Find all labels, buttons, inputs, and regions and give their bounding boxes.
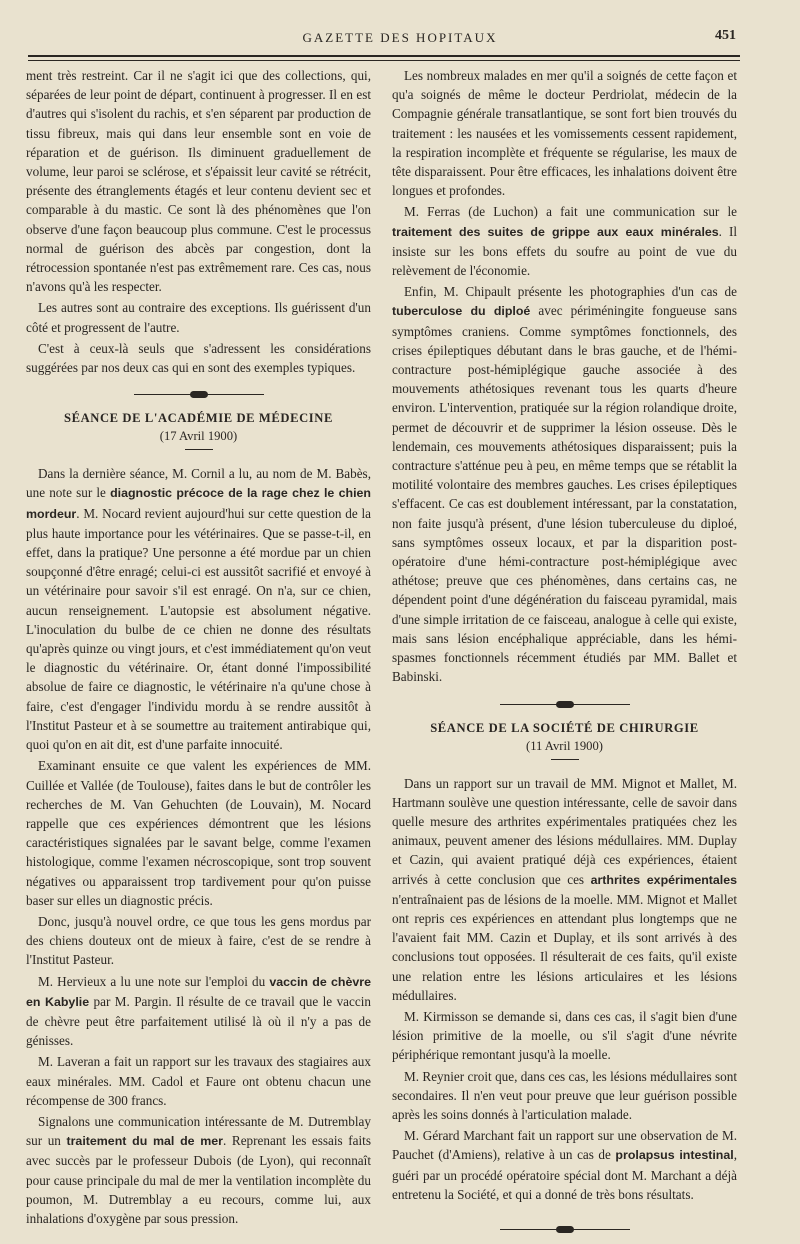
section-separator: [500, 701, 630, 709]
paragraph: M. Ferras (de Luchon) a fait une communication sur le traitement des suites de grippe aux eaux minérales. Il insiste sur les bons effets du soufre au point de vue du relèvement de l'économie.: [392, 204, 737, 279]
paragraph: Signalons une communication intéressante de M. Dutremblay sur un traitement du mal de mer. Reprenant les essais faits avec succès par le professeur Dubois (de Lyon), qui reconnaît pour cause principale du mal de mer la ventilation incomplète du poumon, M. Dutremblay a eu recours, comme lui, aux inhalations d'oxygène par sous pression.: [26, 1113, 371, 1226]
section-date: (11 Avril 1900): [526, 738, 603, 753]
section-date: (17 Avril 1900): [159, 429, 238, 444]
section-title-chirurgie: SÉANCE DE LA SOCIÉTÉ DE CHIRURGIE: [430, 720, 699, 735]
paragraph: Enfin, M. Chipault présente les photographies d'un cas de tuberculose du diploé avec périméningite fongueuse sans symptômes craniens. Comme symptômes fonctionnels, des crises épileptiques débutant dans le bras gauche, et de l'hémi-contracture post-hémiplégique gauche associée à des mouvements athétosiques revenant tous les quarts d'heure environ. L'intervention, pratiquée sur la région rolandique droite, permet de découvrir et de supprimer la lésion osseuse. Dès le lendemain, ces mouvements athétosiques disparaissent; puis la contracture s'atténue peu à peu, en même temps que se rétablit la motilité volontaire des membres gauches. Les crises épileptiques s'effacent. Ce cas est doublement intéressant, par la constatation, non faite jusqu'à présent, d'une lésion tuberculeuse du diploé, sans symptômes osseux locaux, et par la disparition post-opératoire d'une hémi-contracture post-hémiplégique avec athétose; preuve que ces phénomènes, dans certains cas, ne dépendent point d'une dégénération du faisceau pyramidal, mais d'une simple irritation de ce faisceau, analogue à celle qui existe, mais sans lésion encéphalique appréciable, dans les hémi-spasmes fonctionnels récemment étudiés par MM. Ballet et Babinski.: [392, 284, 737, 685]
section-title-academie: SÉANCE DE L'ACADÉMIE DE MÉDECINE: [63, 411, 333, 426]
section-separator: [134, 391, 264, 399]
divider: [185, 449, 213, 450]
paragraph: M. Gérard Marchant fait un rapport sur une observation de M. Pauchet (d'Amiens), relative à un cas de prolapsus intestinal, guéri par un procédé opératoire spécial dont M. Marchant a déjà entretenu la Société, et qui a donné de très bons résultats.: [392, 1128, 738, 1202]
end-separator: [500, 1226, 630, 1234]
paragraph: ment très restreint. Car il ne s'agit ici que des collections, qui, séparées de leur point de départ, continuent à progresser. Il en est d'autres qui s'isolent du rachis, et s'en séparent par production de tissu fibreux, mais qui dans leur ensemble sont en voie de réparation et de guérison. Ils diminuent graduellement de volume, leur paroi se sclérose, et s'épaissit leur cavité se rétrécit, présente des étranglements étagés et leur contenu devient sec et comparable à du mastic. Ce sont là des phénomènes que l'on observe d'une façon beaucoup plus commune. C'est le processus normal de guérison des abcès par congestion, dont la rétrocession spontanée n'est pas extrêmement rare. Ces cas, nous n'avons qu'à les respecter.: [26, 68, 371, 295]
page-number: 451: [715, 28, 736, 43]
journal-title: GAZETTE DES HOPITAUX: [302, 30, 498, 45]
paragraph: M. Hervieux a lu une note sur l'emploi du vaccin de chèvre en Kabylie par M. Pargin. Il résulte de ce travail que le vaccin de chèvre peut être parfaitement utilisé là où il n'y a pas de génisses.: [26, 973, 371, 1049]
divider: [551, 759, 579, 760]
page-header: [0, 26, 800, 46]
paragraph: C'est à ceux-là seuls que s'adressent les considérations suggérées par nos deux cas qui en sont des exemples typiques.: [26, 340, 371, 376]
paragraph: Les nombreux malades en mer qu'il a soignés de cette façon et qu'a soignés de même le docteur Perdriolat, médecin de la Compagnie générale transatlantique, se sont fort bien trouvés du traitement : les nausées et les vomissements cessent rapidement, la respiration incomplète et fréquente se régularise, les maux de tête disparaissent. Pour être efficaces, les inhalations doivent être longues et profondes.: [392, 68, 737, 199]
left-column: [26, 66, 371, 1230]
header-rule: [28, 55, 740, 61]
paragraph: M. Kirmisson se demande si, dans ces cas, il s'agit bien d'une lésion primitive de la moelle, ou s'il s'agit d'une névrite périphérique remontant jusqu'à la moelle.: [392, 1008, 737, 1063]
paragraph: Donc, jusqu'à nouvel ordre, ce que tous les gens mordus par des chiens douteux ont de mieux à faire, c'est de se rendre à l'Institut Pasteur.: [26, 913, 371, 968]
right-column: [392, 66, 737, 1244]
paragraph: Dans un rapport sur un travail de MM. Mignot et Mallet, M. Hartmann soulève une question intéressante, celle de savoir dans quelle mesure des arthrites expérimentales pratiquées chez les animaux, peuvent amener des lésions médullaires. MM. Duplay et Cazin, qui avaient pratiqué déjà ces expériences, étaient arrivés à cette conclusion que ces arthrites expérimentales n'entraînaient pas de lésions de la moelle. MM. Mignot et Mallet ont repris ces expériences en attendant plus longtemps que ne l'avaient fait MM. Cazin et Duplay, et ils sont arrivés à des conclusions tout opposées. Il résulterait de ces faits, qu'il existe une relation entre les lésions articulaires et les lésions médullaires.: [392, 775, 738, 1003]
paragraph: Les autres sont au contraire des exceptions. Ils guérissent d'un côté et progressent de l'autre.: [26, 300, 371, 335]
paragraph: Dans la dernière séance, M. Cornil a lu, au nom de M. Babès, une note sur le diagnostic précoce de la rage chez le chien mordeur. M. Nocard revient aujourd'hui sur cette question de la plus haute importance pour les vétérinaires. Que se passe-t-il, en effet, dans la pratique? Une personne a été mordue par un chien soupçonné d'être enragé; celui-ci est aussitôt sacrifié et envoyé à un vétérinaire pour savoir s'il est enragé. On n'a, sur ce chien, aucun renseignement. L'autopsie est absolument négative. L'inoculation du bulbe de ce chien ne donne des résultats qu'après quinze ou vingt jours, et c'est immédiatement qu'on veut le diagnostic du vétérinaire. Or, étant donné l'impossibilité absolue de faire ce diagnostic, le vétérinaire n'a qu'une chose à faire, c'est d'engager l'individu mordu à se rendre aussitôt à l'Institut Pasteur et à se soumettre au traitement antirabique qui, quoi qu'on en ait dit, est d'une parfaite innocuité.: [26, 466, 371, 753]
paragraph: Examinant ensuite ce que valent les expériences de MM. Cuillée et Vallée (de Toulouse), faites dans le but de contrôler les recherches de M. Van Gehuchten (de Louvain), M. Nocard rappelle que ces expériences démontrent que les lésions caractéristiques signalées par le savant belge, comme l'examen histologique, comme l'examen nécroscopique, sont trop souvent négatives ou apparaissent trop tardivement pour qu'on puisse baser sur elles un diagnostic précis.: [26, 758, 371, 908]
paragraph: M. Laveran a fait un rapport sur les travaux des stagiaires aux eaux minérales. MM. Cadol et Faure ont obtenu chacun une récompense de 300 francs.: [26, 1054, 371, 1108]
paragraph: M. Reynier croit que, dans ces cas, les lésions médullaires sont secondaires. Il n'en veut pour preuve que leur guérison possible après les soins donnés à l'articulation malade.: [392, 1068, 737, 1122]
